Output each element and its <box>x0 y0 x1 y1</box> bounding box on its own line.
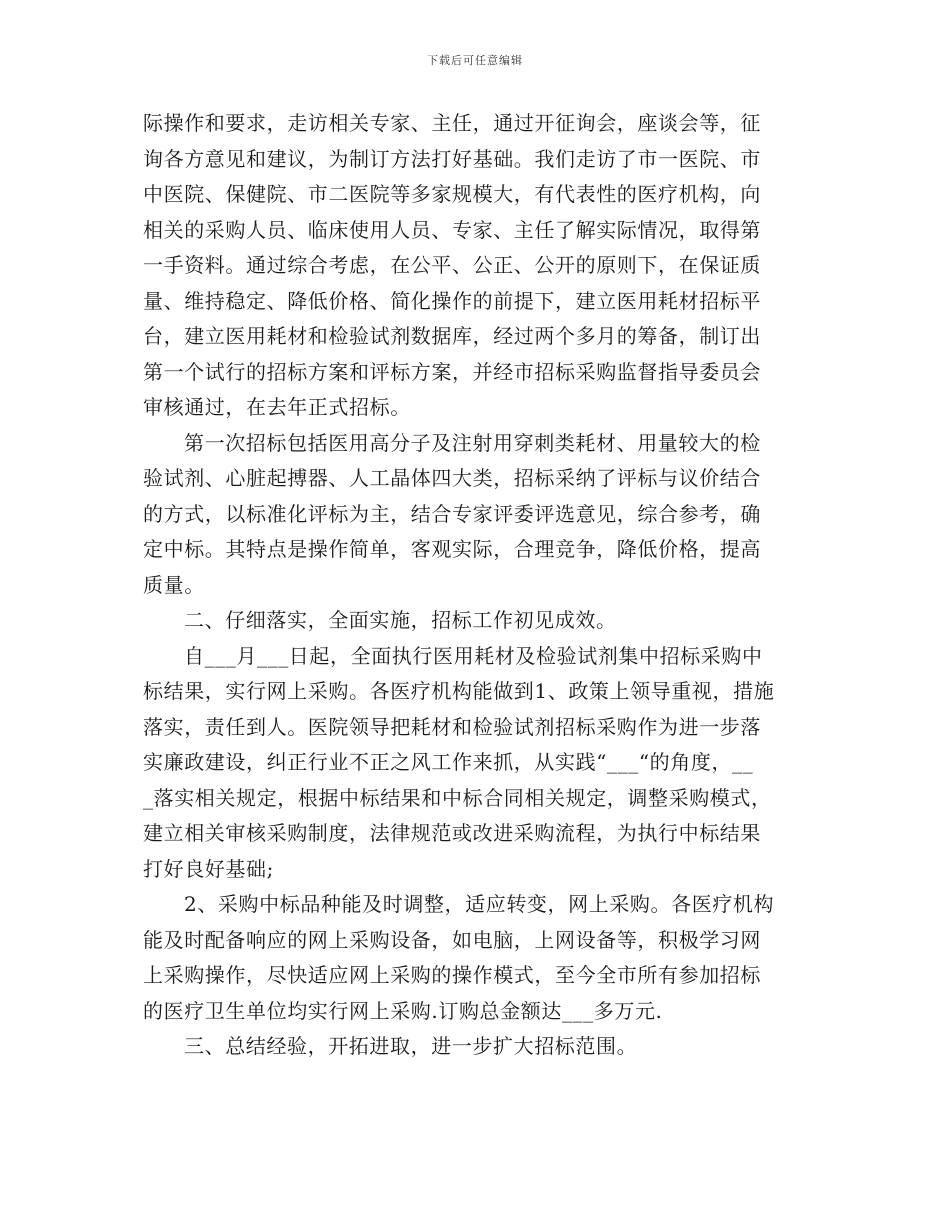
text-line: 建立相关审核采购制度，法律规范或改进采购流程，为执行中标结果 <box>143 821 761 845</box>
text-line: 自___月___日起，全面执行医用耗材及检验试剂集中招标采购中 <box>184 643 763 668</box>
text-line: 第一次招标包括医用高分子及注射用穿刺类耗材、用量较大的检 <box>184 430 761 455</box>
text-line: 相关的采购人员、临床使用人员、专家、主任了解实际情况，取得第 <box>143 217 761 242</box>
text-line: 2、采购中标品种能及时调整，适应转变，网上采购。各医疗机构 <box>184 892 775 916</box>
text-line: 中医院、保健院、市二医院等多家规模大，有代表性的医疗机构，向 <box>143 182 761 206</box>
text-line: 际操作和要求，走访相关专家、主任，通过开征询会，座谈会等，征 <box>143 111 761 135</box>
text-line: 上采购操作，尽快适应网上采购的操作模式，至今全市所有参加招标 <box>143 963 761 987</box>
text-line: 标结果，实行网上采购。各医疗机构能做到1、政策上领导重视，措施 <box>143 679 775 703</box>
paragraph <box>143 887 805 1029</box>
text-line: 的医疗卫生单位均实行网上采购.订购总金额达___多万元. <box>143 998 663 1023</box>
text-line: 审核通过，在去年正式招标。 <box>143 395 411 419</box>
paragraph <box>143 639 805 888</box>
text-line: 能及时配备响应的网上采购设备，如电脑，上网设备等，积极学习网 <box>143 927 761 952</box>
section-heading <box>143 1029 805 1065</box>
text-line: 验试剂、心脏起搏器、人工晶体四大类，招标采纳了评标与议价结合 <box>143 466 761 490</box>
text-line: 打好良好基础; <box>143 856 274 881</box>
text-line: 的方式，以标准化评标为主，结合专家评委评选意见，综合参考，确 <box>143 501 761 526</box>
text-line: 第一个试行的招标方案和评标方案，并经市招标采购监督指导委员会 <box>143 359 761 384</box>
paragraph <box>143 426 805 604</box>
text-line: 质量。 <box>143 572 205 597</box>
text-line: 二、仔细落实，全面实施，招标工作初见成效。 <box>184 608 617 632</box>
text-line: 台，建立医用耗材和检验试剂数据库，经过两个多月的筹备，制订出 <box>143 324 761 348</box>
text-line: 落实，责任到人。医院领导把耗材和检验试剂招标采购作为进一步落 <box>143 714 761 739</box>
text-line: 定中标。其特点是操作简单，客观实际，合理竞争，降低价格，提高 <box>143 537 761 561</box>
text-line: 实廉政建设，纠正行业不正之风工作来抓，从实践“___“的角度，__ <box>143 750 754 774</box>
paragraph <box>143 106 805 426</box>
text-line: 一手资料。通过综合考虑，在公平、公正、公开的原则下，在保证质 <box>143 253 761 277</box>
text-line: _落实相关规定，根据中标结果和中标合同相关规定，调整采购模式， <box>143 785 772 810</box>
text-line: 量、维持稳定、降低价格、简化操作的前提下，建立医用耗材招标平 <box>143 288 761 313</box>
document-body <box>143 106 805 1065</box>
text-line: 询各方意见和建议，为制订方法打好基础。我们走访了市一医院、市 <box>143 146 761 171</box>
text-line: 三、总结经验，开拓进取，进一步扩大招标范围。 <box>184 1034 638 1058</box>
section-heading <box>143 603 805 639</box>
page-header-note: 下载后可任意编辑 <box>427 54 523 67</box>
